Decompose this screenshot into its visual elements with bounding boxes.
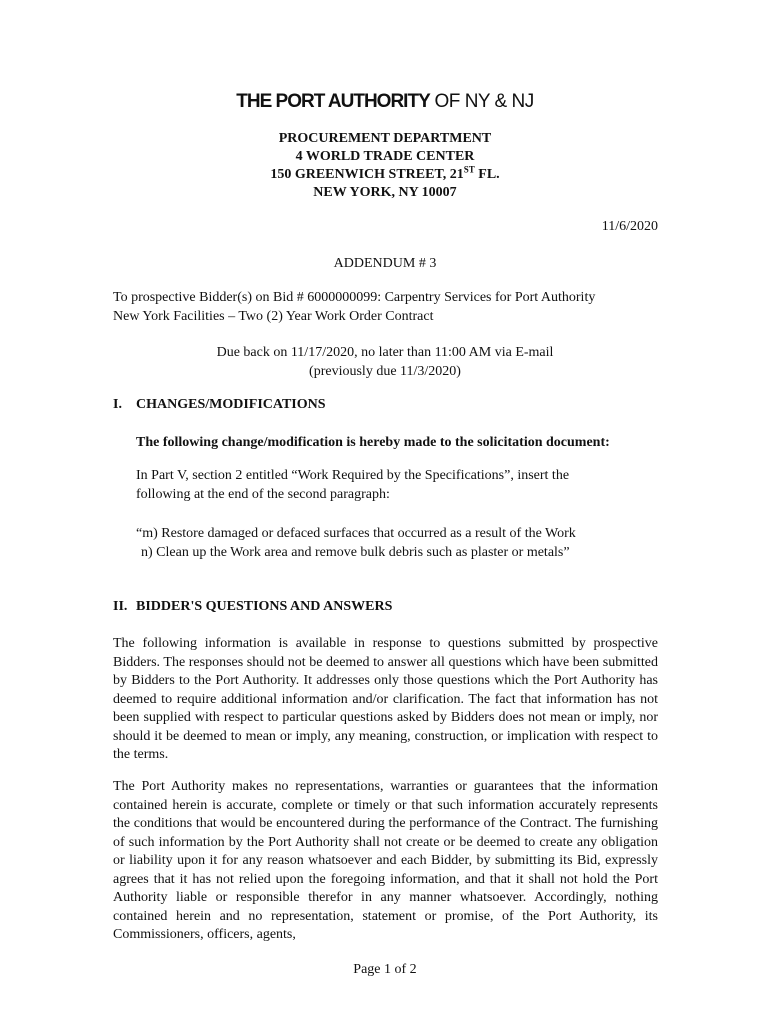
city-line: NEW YORK, NY 10007 bbox=[313, 185, 457, 200]
intro-paragraph: To prospective Bidder(s) on Bid # 6000000099: Carpentry Services for Port Authority New York Facilities – Two (2) Year Work Order Contract bbox=[113, 290, 596, 324]
section-2-heading: II. BIDDER'S QUESTIONS AND ANSWERS bbox=[113, 599, 393, 614]
logo-bold-text: THE PORT AUTHORITY bbox=[236, 91, 430, 112]
building-line: 4 WORLD TRADE CENTER bbox=[295, 149, 475, 164]
section-1-lead: The following change/modification is hereby made to the solicitation document: bbox=[136, 435, 610, 450]
logo-light-text: OF NY & NJ bbox=[429, 91, 534, 112]
section-1-instruction: In Part V, section 2 entitled “Work Required by the Specifications”, insert the following at the end of the second paragraph: bbox=[136, 468, 570, 502]
addendum-title: ADDENDUM # 3 bbox=[333, 256, 437, 271]
section-2-paragraph-1: The following information is available in response to questions submitted by prospective Bidders. The responses should not be deemed to answer all questions which have been submitted by Bidders to the Port Authority. It addresses only those questions which the Port Authority has deemed to require additional information and/or clarification. The fact that information has not been supplied with respect to particular questions asked by Bidders does not mean or imply, nor should it be deemed to mean or imply, any meaning, construction, or implication with respect to the terms. bbox=[113, 636, 658, 762]
street-line: 150 GREENWICH STREET, 21ST FL. bbox=[270, 164, 500, 182]
document-date: 11/6/2020 bbox=[601, 219, 658, 234]
port-authority-logo bbox=[0, 90, 770, 114]
page-number: Page 1 of 2 bbox=[353, 962, 417, 977]
department-line: PROCUREMENT DEPARTMENT bbox=[278, 131, 492, 146]
section-2-paragraph-2: The Port Authority makes no representations, warranties or guarantees that the information contained herein is accurate, complete or timely or that such information accurately represents the conditions that would be encountered during the performance of the Contract. The furnishing of such information by the Port Authority shall not create or be deemed to create any obligation or liability upon it for any reason whatsoever and each Bidder, by submitting its Bid, expressly agrees that it has not relied upon the foregoing information, and that it shall not hold the Port Authority liable or responsible therefor in any manner whatsoever. Accordingly, nothing contained herein and no representation, statement or promise, of the Port Authority, its Commissioners, officers, agents, bbox=[113, 779, 658, 942]
section-1-heading: I. CHANGES/MODIFICATIONS bbox=[113, 397, 326, 412]
letterhead-address bbox=[0, 130, 770, 202]
due-date-notice: Due back on 11/17/2020, no later than 11:00 AM via E-mail (previously due 11/3/2020) bbox=[216, 345, 554, 379]
section-1-inserted-text: “m) Restore damaged or defaced surfaces that occurred as a result of the Work n) Clean up the Work area and remove bulk debris such as plaster or metals” bbox=[136, 526, 576, 560]
